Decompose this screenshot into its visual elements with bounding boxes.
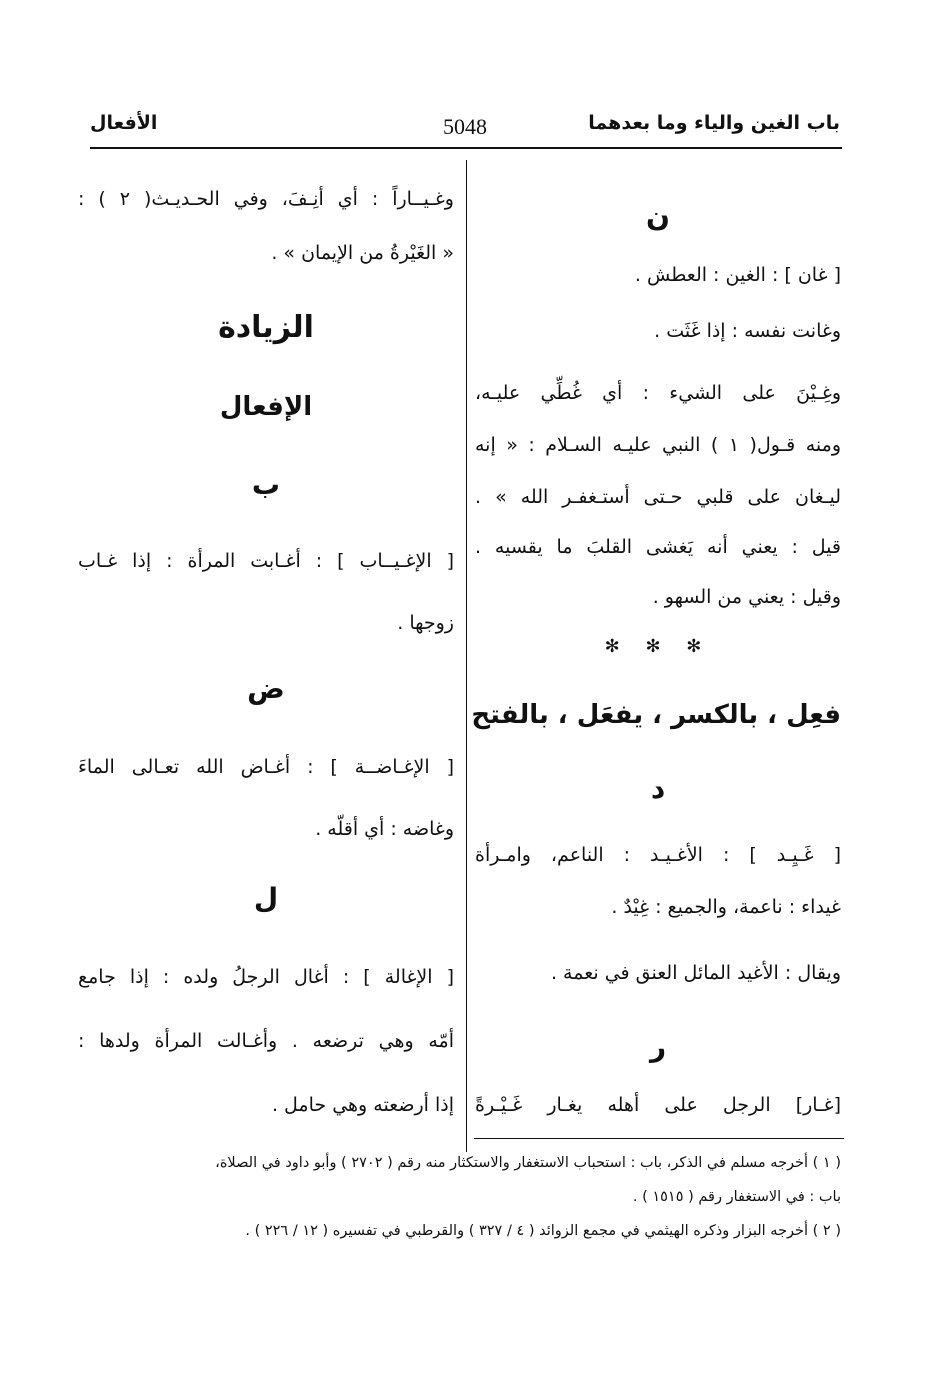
- entry-line: زوجها .: [397, 612, 454, 634]
- header-section-title: الأفعال: [90, 112, 158, 134]
- letter-heading-dal: د: [650, 772, 666, 805]
- entry-line: وغاضه : أي أقلّه .: [315, 818, 454, 840]
- entry-line: [ غان ] : الغين : العطش .: [634, 264, 841, 286]
- entry-line: [ الإغالة ] : أغال الرجلُ ولده : إذا جامع: [78, 966, 454, 988]
- page-number: 5048: [443, 114, 487, 139]
- entry-line: وغِـيْنَ على الشيء : أي غُطِّي عليـه،: [475, 382, 841, 404]
- entry-line: [غـار] الرجل على أهله يغـار غَـيْـرةً: [475, 1094, 841, 1116]
- entry-line: وقيل : يعني من السهو .: [652, 586, 841, 608]
- letter-heading-dad: ض: [247, 672, 285, 705]
- entry-line: غيداء : ناعمة، والجميع : غِيْدٌ .: [611, 896, 841, 918]
- section-separator-stars: ✻ ✻ ✻: [604, 636, 712, 657]
- subsection-title: الإفعال: [219, 392, 313, 422]
- running-header: [90, 108, 840, 148]
- footnote-2: ( ٢ ) أخرجه البزار وذكره الهيثمي في مجمع الزوائد ( ٤ / ٣٢٧ ) والقرطبي في تفسيره ( ١٢ / ٢٢٦ ) .: [245, 1223, 841, 1239]
- header-chapter-title: باب الغين والياء وما بعدهما: [588, 112, 840, 134]
- entry-line: [ غَـيِـد ] : الأغـيـد : الناعم، وامـرأة: [475, 844, 841, 866]
- footnote-rule: [474, 1138, 844, 1139]
- footnote-1-continued: باب : في الاستغفار رقم ( ١٥١٥ ) .: [632, 1189, 841, 1205]
- entry-line: « الغَيْرةُ من الإيمان » .: [271, 242, 454, 264]
- letter-heading-ba: ب: [251, 468, 281, 501]
- entry-line: [ الإغـيــاب ] : أغـابت المرأة : إذا غـاب: [78, 550, 454, 572]
- entry-line: ويقال : الأغيد المائل العنق في نعمة .: [550, 962, 841, 984]
- entry-line: أمّه وهي ترضعه . وأغـالت المرأة ولدها :: [78, 1030, 454, 1052]
- header-rule: [90, 147, 842, 149]
- main-section-title: الزيادة: [218, 310, 314, 345]
- column-divider: [466, 160, 467, 1152]
- entry-line: وغانت نفسه : إذا غَثَت .: [654, 320, 841, 342]
- letter-heading-nun: ن: [646, 200, 670, 233]
- entry-line: إذا أرضعته وهي حامل .: [271, 1094, 454, 1116]
- footnote-1: ( ١ ) أخرجه مسلم في الذكر، باب : استحباب الاستغفار والاستكثار منه رقم ( ٢٧٠٢ ) وأبو داود في الصلاة،: [215, 1155, 841, 1171]
- entry-line: قيل : يعني أنه يَغشى القلبَ ما يقسيه .: [475, 536, 841, 558]
- entry-line: وغـيــاراً : أي أنِـفَ، وفي الحـديـث( ٢ ) :: [78, 188, 454, 210]
- section-heading: فعِل ، بالكسر ، يفعَل ، بالفتح: [471, 700, 841, 730]
- letter-heading-ra: ر: [649, 1030, 667, 1063]
- entry-line: ليـغان على قلبي حـتى أستـغفـر الله » .: [475, 486, 841, 508]
- entry-line: ومنه قـول( ١ ) النبي عليـه السـلام : « إنه: [475, 434, 841, 456]
- entry-line: [ الإغـاضــة ] : أغـاض الله تعـالى الماءَ: [78, 756, 454, 778]
- letter-heading-lam: ل: [253, 882, 279, 915]
